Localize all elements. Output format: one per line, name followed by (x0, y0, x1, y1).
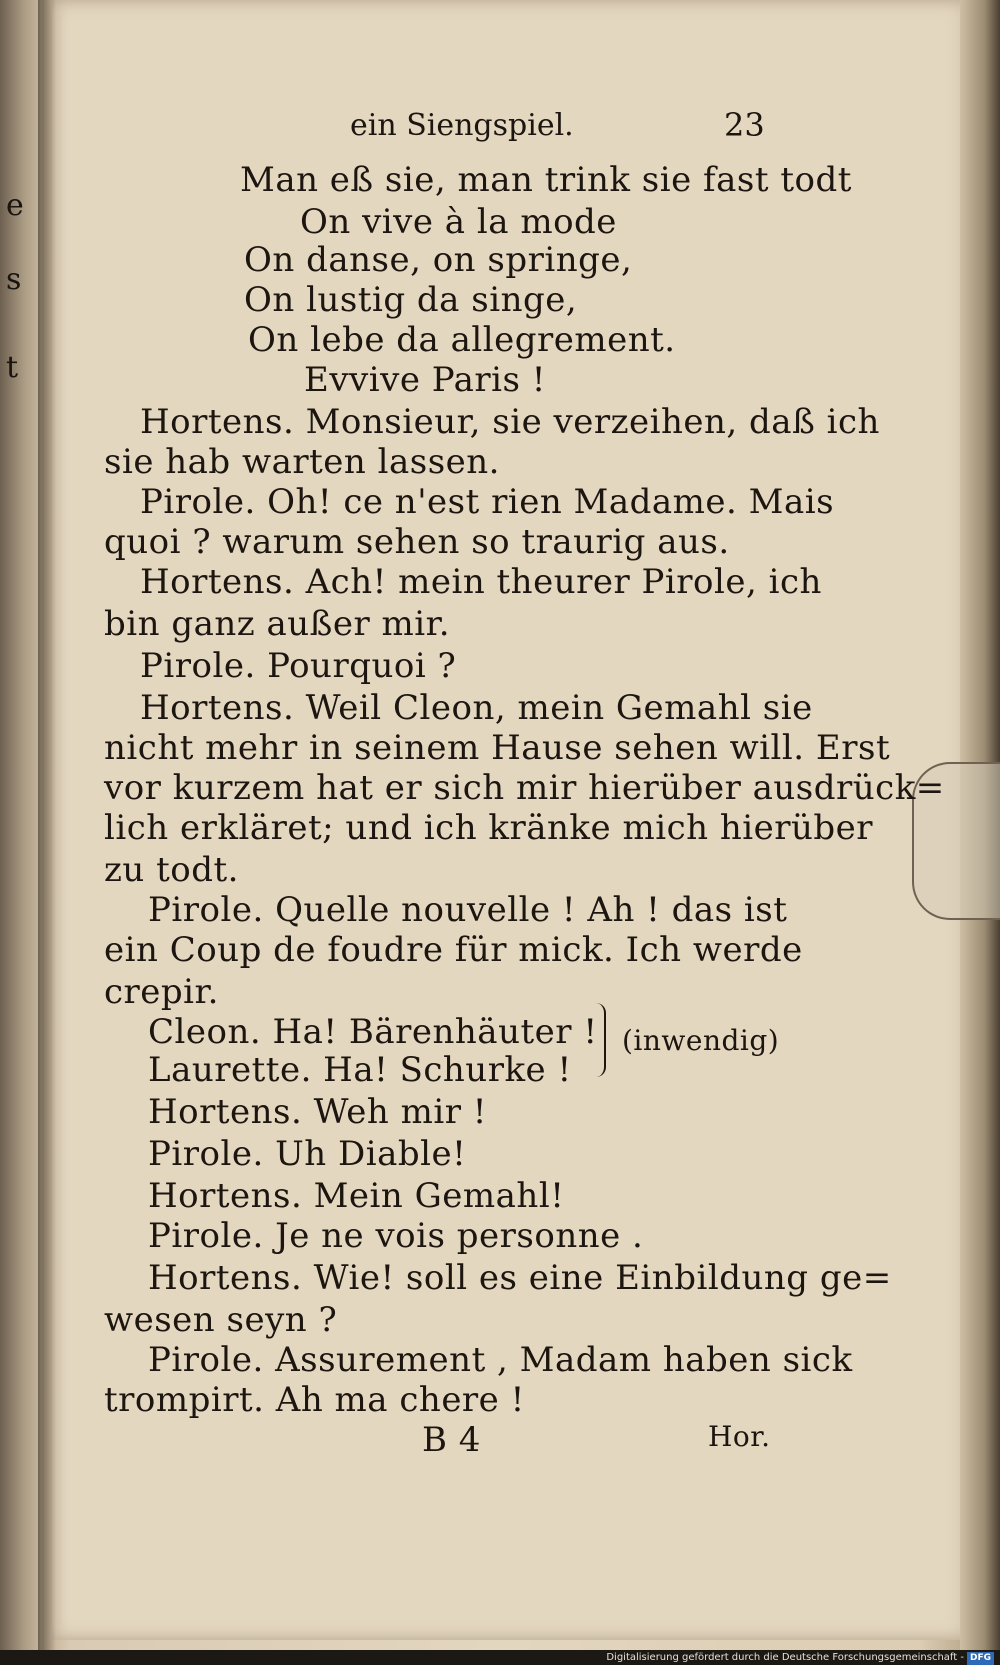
text-line: lich erkläret; und ich kränke mich hierüber (104, 808, 874, 848)
verse-line: On vive à la mode (300, 202, 617, 242)
credit-text (606, 1650, 994, 1665)
text-line: trompirt. Ah ma chere ! (104, 1380, 525, 1420)
verse-line: Evvive Paris ! (304, 360, 546, 400)
text-line: Pirole. Pourquoi ? (140, 646, 457, 686)
text-line: Hortens. Weil Cleon, mein Gemahl sie (140, 688, 813, 728)
text-line: Hortens. Ach! mein theurer Pirole, ich (140, 562, 822, 602)
text-line: vor kurzem hat er sich mir hierüber ausdrück= (104, 768, 945, 808)
text-line: Hortens. Mein Gemahl! (148, 1176, 565, 1216)
text-line: Laurette. Ha! Schurke ! (148, 1050, 572, 1090)
text-line: Pirole. Assurement , Madam haben sick (148, 1340, 853, 1380)
stage-direction: (inwendig) (622, 1024, 780, 1057)
previous-page-edge (0, 0, 42, 1650)
text-line: wesen seyn ? (104, 1300, 338, 1340)
page-number: 23 (724, 106, 765, 144)
text-line: Cleon. Ha! Bärenhäuter ! (148, 1012, 598, 1052)
text-line: ein Coup de foudre für mick. Ich werde (104, 930, 803, 970)
speaker-bracket (588, 1003, 606, 1077)
verse-line: Man eß sie, man trink sie fast todt (240, 160, 852, 200)
prev-page-mark: t (6, 350, 19, 385)
signature-mark: B 4 (422, 1420, 481, 1460)
running-head: ein Siengspiel. (350, 108, 574, 143)
text-line: nicht mehr in seinem Hause sehen will. Erst (104, 728, 891, 768)
text-line: crepir. (104, 972, 219, 1012)
text-line: Hortens. Weh mir ! (148, 1092, 487, 1132)
text-line: Pirole. Uh Diable! (148, 1134, 467, 1174)
text-line: zu todt. (104, 850, 239, 890)
text-line: Pirole. Oh! ce n'est rien Madame. Mais (140, 482, 835, 522)
verse-line: On lebe da allegrement. (248, 320, 676, 360)
prev-page-mark: e (6, 188, 24, 223)
verse-line: On danse, on springe, (244, 240, 633, 280)
text-line: Pirole. Je ne vois personne . (148, 1216, 644, 1256)
text-line: quoi ? warum sehen so traurig aus. (104, 522, 730, 562)
text-line: Pirole. Quelle nouvelle ! Ah ! das ist (148, 890, 788, 930)
spine-shadow (38, 0, 56, 1665)
text-line: Hortens. Wie! soll es eine Einbildung ge= (148, 1258, 892, 1298)
verse-line: On lustig da singe, (244, 280, 578, 320)
text-line: bin ganz außer mir. (104, 604, 450, 644)
text-line: Hortens. Monsieur, sie verzeihen, daß ich (140, 402, 880, 442)
dfg-logo: DFG (967, 1652, 994, 1665)
text-line: sie hab warten lassen. (104, 442, 500, 482)
catchword: Hor. (708, 1420, 771, 1453)
prev-page-mark: s (6, 262, 22, 297)
credit-label: Digitalisierung gefördert durch die Deutsche Forschungsgemeinschaft - (606, 1652, 964, 1663)
